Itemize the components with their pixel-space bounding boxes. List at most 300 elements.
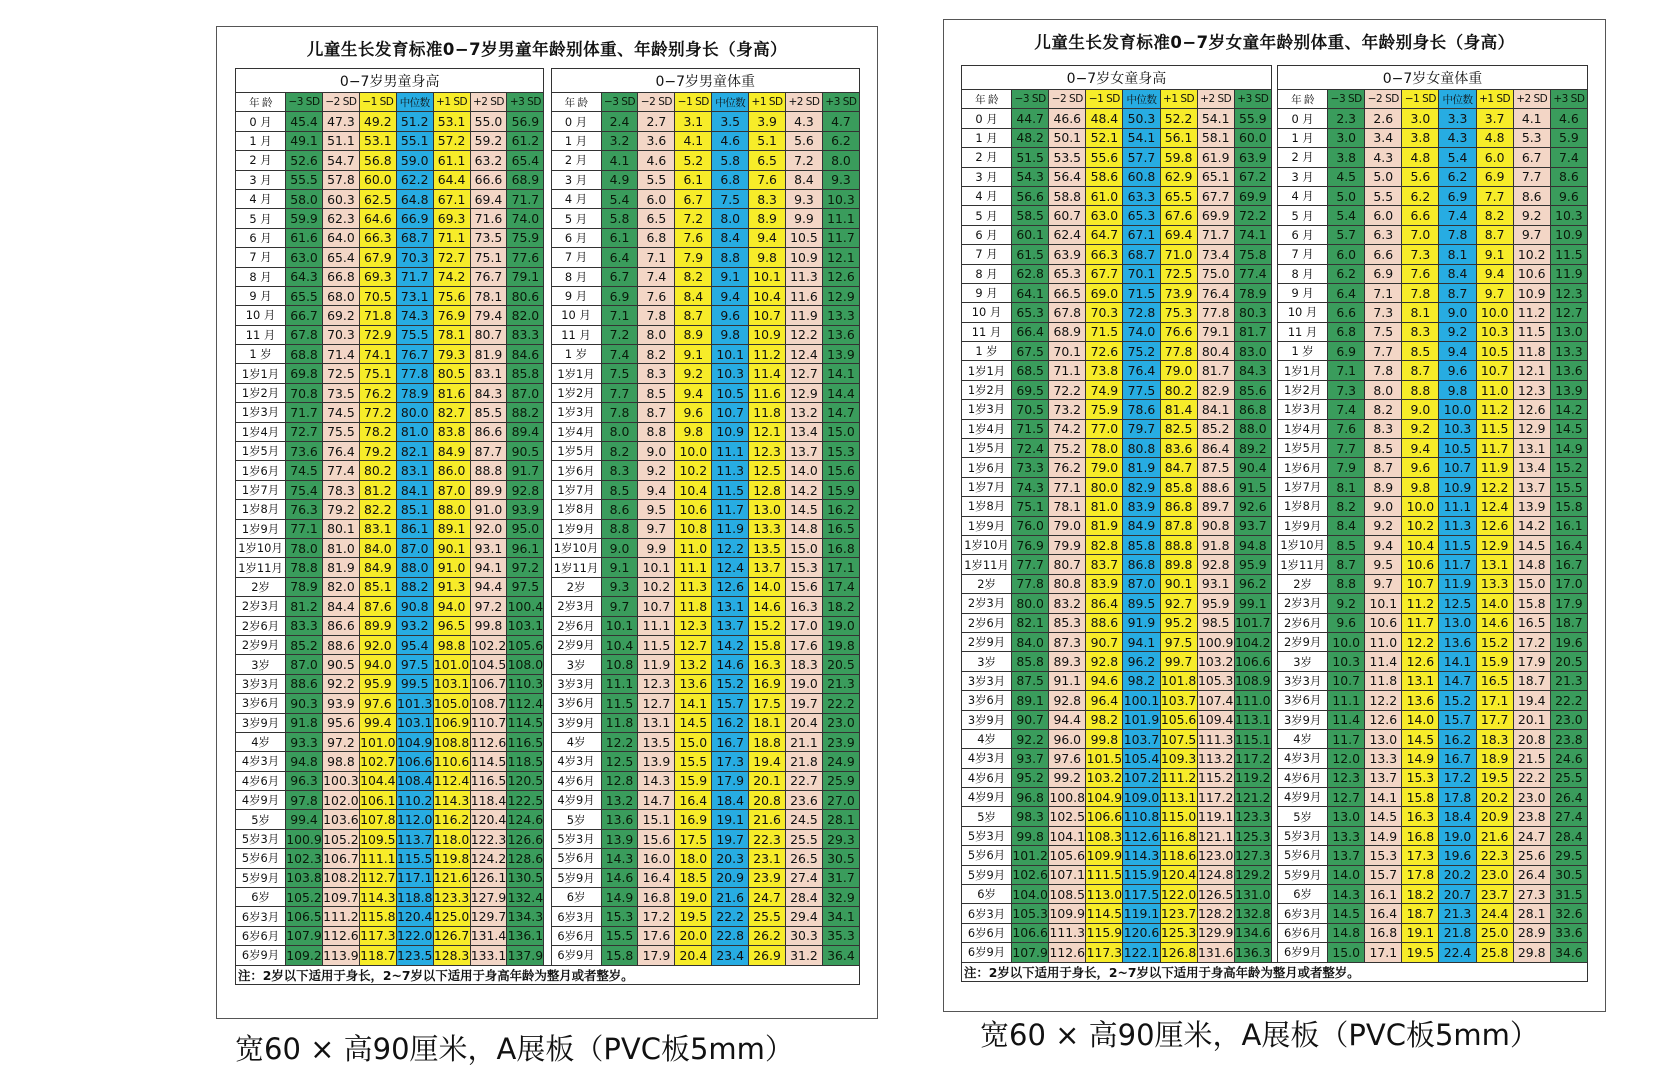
weight-value-cell: 14.4: [822, 383, 859, 402]
age-cell: 1岁3月: [236, 403, 286, 422]
weight-value-cell: 9.2: [675, 364, 712, 383]
weight-value-cell: 10.5: [1439, 439, 1476, 458]
table-gap: [544, 325, 551, 344]
height-value-cell: 69.3: [433, 209, 470, 228]
weight-value-cell: 18.3: [1476, 729, 1513, 748]
age-cell: 11 月: [236, 325, 286, 344]
height-value-cell: 78.6: [1123, 400, 1160, 419]
table-row: [962, 710, 1588, 729]
weight-value-cell: 14.5: [1402, 729, 1439, 748]
weight-value-cell: 20.1: [1513, 710, 1550, 729]
height-value-cell: 95.4: [396, 635, 433, 654]
weight-value-cell: 7.0: [1402, 225, 1439, 244]
age-cell: 3岁6月: [236, 694, 286, 713]
weight-value-cell: 9.0: [1365, 497, 1402, 516]
age-cell: 3 月: [962, 167, 1012, 186]
height-value-cell: 89.9: [470, 480, 507, 499]
table-gap: [544, 461, 551, 480]
age-cell: 3岁: [962, 652, 1012, 671]
height-value-cell: 75.8: [1234, 245, 1271, 264]
sd-header: 中位数: [712, 93, 749, 112]
weight-value-cell: 23.8: [1513, 807, 1550, 826]
table-row: [962, 923, 1588, 942]
weight-value-cell: 18.7: [1550, 613, 1587, 632]
weight-value-cell: 9.4: [638, 480, 675, 499]
weight-value-cell: 6.0: [1365, 206, 1402, 225]
height-value-cell: 91.8: [1197, 535, 1234, 554]
height-value-cell: 79.9: [1049, 535, 1086, 554]
weight-value-cell: 22.4: [1439, 943, 1476, 962]
age-cell: 2 月: [551, 151, 601, 170]
height-value-cell: 77.0: [1086, 419, 1123, 438]
weight-value-cell: 20.8: [1513, 729, 1550, 748]
weight-value-cell: 11.1: [675, 558, 712, 577]
height-value-cell: 91.5: [1234, 477, 1271, 496]
weight-value-cell: 11.9: [1476, 458, 1513, 477]
weight-value-cell: 12.5: [749, 461, 786, 480]
weight-value-cell: 12.3: [749, 442, 786, 461]
weight-value-cell: 7.7: [1476, 186, 1513, 205]
weight-value-cell: 11.5: [638, 635, 675, 654]
age-cell: 2岁9月: [962, 632, 1012, 651]
weight-value-cell: 14.6: [712, 655, 749, 674]
weight-value-cell: 8.4: [786, 170, 823, 189]
weight-value-cell: 6.0: [1476, 148, 1513, 167]
height-value-cell: 86.6: [322, 616, 359, 635]
weight-value-cell: 14.3: [1328, 885, 1365, 904]
weight-value-cell: 20.3: [712, 849, 749, 868]
height-value-cell: 76.0: [1012, 516, 1049, 535]
age-cell: 4 月: [962, 186, 1012, 205]
weight-value-cell: 15.3: [786, 558, 823, 577]
weight-value-cell: 5.8: [601, 209, 638, 228]
height-value-cell: 80.4: [1197, 342, 1234, 361]
height-value-cell: 91.9: [1123, 613, 1160, 632]
height-value-cell: 75.1: [1012, 497, 1049, 516]
weight-value-cell: 13.2: [675, 655, 712, 674]
weight-value-cell: 14.7: [638, 791, 675, 810]
age-cell: 4岁9月: [962, 788, 1012, 807]
weight-value-cell: 12.7: [1550, 303, 1587, 322]
weight-value-cell: 11.3: [1439, 516, 1476, 535]
table-gap: [544, 538, 551, 557]
table-row: [236, 461, 860, 480]
height-value-cell: 107.2: [1123, 768, 1160, 787]
height-value-cell: 66.4: [1012, 322, 1049, 341]
weight-value-cell: 12.9: [1513, 419, 1550, 438]
weight-value-cell: 11.5: [601, 694, 638, 713]
height-value-cell: 60.3: [322, 189, 359, 208]
height-value-cell: 80.3: [1234, 303, 1271, 322]
height-value-cell: 85.2: [1197, 419, 1234, 438]
age-cell: 4岁3月: [1278, 749, 1328, 768]
height-value-cell: 99.2: [1049, 768, 1086, 787]
height-value-cell: 68.9: [507, 170, 544, 189]
height-value-cell: 63.9: [1234, 148, 1271, 167]
weight-value-cell: 17.6: [786, 635, 823, 654]
height-value-cell: 119.8: [433, 849, 470, 868]
height-value-cell: 84.0: [1012, 632, 1049, 651]
weight-value-cell: 7.2: [786, 151, 823, 170]
weight-value-cell: 12.3: [1513, 380, 1550, 399]
weight-value-cell: 15.0: [1328, 943, 1365, 962]
weight-value-cell: 9.1: [601, 558, 638, 577]
weight-value-cell: 10.2: [1513, 245, 1550, 264]
weight-value-cell: 14.3: [638, 771, 675, 790]
height-value-cell: 64.6: [359, 209, 396, 228]
height-value-cell: 97.6: [1049, 749, 1086, 768]
weight-value-cell: 7.6: [1328, 419, 1365, 438]
age-cell: 3岁3月: [962, 671, 1012, 690]
height-value-cell: 98.2: [1123, 671, 1160, 690]
weight-value-cell: 34.1: [822, 907, 859, 926]
height-value-cell: 84.6: [507, 345, 544, 364]
weight-value-cell: 17.8: [1439, 788, 1476, 807]
weight-value-cell: 17.2: [638, 907, 675, 926]
height-value-cell: 77.8: [1197, 303, 1234, 322]
weight-value-cell: 14.3: [601, 849, 638, 868]
weight-value-cell: 9.7: [1365, 574, 1402, 593]
height-value-cell: 54.3: [1012, 167, 1049, 186]
age-cell: 1 岁: [551, 345, 601, 364]
height-value-cell: 106.5: [286, 907, 323, 926]
height-value-cell: 136.1: [507, 926, 544, 945]
weight-value-cell: 16.2: [822, 500, 859, 519]
weight-value-cell: 28.9: [1513, 923, 1550, 942]
weight-value-cell: 22.3: [1476, 846, 1513, 865]
age-cell: 5 月: [962, 206, 1012, 225]
height-value-cell: 69.0: [1086, 283, 1123, 302]
height-value-cell: 127.3: [1234, 846, 1271, 865]
weight-value-cell: 10.1: [601, 616, 638, 635]
weight-value-cell: 9.1: [675, 345, 712, 364]
weight-value-cell: 12.2: [786, 325, 823, 344]
weight-value-cell: 14.6: [749, 597, 786, 616]
weight-value-cell: 9.0: [638, 442, 675, 461]
table-gap: [544, 791, 551, 810]
height-value-cell: 68.5: [1012, 361, 1049, 380]
age-cell: 1岁5月: [551, 442, 601, 461]
weight-value-cell: 11.5: [712, 480, 749, 499]
weight-value-cell: 11.7: [1476, 439, 1513, 458]
weight-value-cell: 21.3: [1550, 671, 1587, 690]
age-cell: 5岁9月: [1278, 865, 1328, 884]
height-value-cell: 90.8: [396, 597, 433, 616]
height-value-cell: 50.1: [1049, 128, 1086, 147]
weight-value-cell: 15.2: [1550, 458, 1587, 477]
height-value-cell: 99.1: [1234, 594, 1271, 613]
age-cell: 6岁3月: [962, 904, 1012, 923]
weight-value-cell: 8.4: [712, 228, 749, 247]
height-value-cell: 105.2: [322, 829, 359, 848]
table-row: [236, 189, 860, 208]
table-gap: [544, 732, 551, 751]
weight-value-cell: 12.3: [1550, 283, 1587, 302]
height-value-cell: 63.3: [1123, 186, 1160, 205]
weight-value-cell: 9.6: [1550, 186, 1587, 205]
age-cell: 1岁5月: [962, 439, 1012, 458]
table-gap: [544, 674, 551, 693]
height-value-cell: 78.1: [1049, 497, 1086, 516]
weight-value-cell: 13.4: [786, 422, 823, 441]
table-gap: [544, 286, 551, 305]
height-value-cell: 69.4: [470, 189, 507, 208]
height-value-cell: 58.6: [1086, 167, 1123, 186]
height-value-cell: 92.2: [1012, 729, 1049, 748]
height-value-cell: 77.4: [322, 461, 359, 480]
age-cell: 1岁6月: [551, 461, 601, 480]
table-gap: [544, 519, 551, 538]
height-value-cell: 57.2: [433, 131, 470, 150]
weight-value-cell: 4.9: [601, 170, 638, 189]
weight-value-cell: 8.7: [1402, 361, 1439, 380]
age-cell: 2 月: [236, 151, 286, 170]
weight-value-cell: 12.7: [638, 694, 675, 713]
height-value-cell: 76.4: [322, 442, 359, 461]
age-cell: 6岁9月: [236, 946, 286, 965]
height-value-cell: 109.7: [322, 888, 359, 907]
height-value-cell: 97.5: [507, 577, 544, 596]
age-cell: 0 月: [236, 112, 286, 131]
weight-value-cell: 9.7: [638, 519, 675, 538]
height-value-cell: 105.2: [286, 888, 323, 907]
height-value-cell: 84.7: [1160, 458, 1197, 477]
age-cell: 2岁3月: [1278, 594, 1328, 613]
weight-value-cell: 11.5: [1439, 535, 1476, 554]
weight-value-cell: 16.0: [638, 849, 675, 868]
age-cell: 0 月: [1278, 109, 1328, 128]
weight-value-cell: 6.8: [712, 170, 749, 189]
height-value-cell: 128.2: [1197, 904, 1234, 923]
height-value-cell: 87.0: [286, 655, 323, 674]
weight-value-cell: 22.8: [712, 926, 749, 945]
height-value-cell: 118.4: [470, 791, 507, 810]
table-row: [236, 635, 860, 654]
weight-value-cell: 12.1: [822, 248, 859, 267]
height-value-cell: 89.8: [1160, 555, 1197, 574]
table-gap: [544, 403, 551, 422]
weight-value-cell: 19.6: [1439, 846, 1476, 865]
weight-value-cell: 6.6: [1365, 245, 1402, 264]
weight-value-cell: 19.5: [1402, 943, 1439, 962]
weight-value-cell: 8.3: [1402, 322, 1439, 341]
height-value-cell: 121.2: [1234, 788, 1271, 807]
weight-value-cell: 12.7: [675, 635, 712, 654]
weight-value-cell: 9.2: [1439, 322, 1476, 341]
age-cell: 1岁5月: [1278, 439, 1328, 458]
height-value-cell: 86.4: [1197, 439, 1234, 458]
weight-value-cell: 19.8: [822, 635, 859, 654]
height-value-cell: 92.7: [1160, 594, 1197, 613]
weight-value-cell: 12.7: [786, 364, 823, 383]
height-value-cell: 90.8: [1197, 516, 1234, 535]
weight-value-cell: 11.9: [712, 519, 749, 538]
height-value-cell: 85.5: [470, 403, 507, 422]
age-cell: 6岁6月: [551, 926, 601, 945]
weight-value-cell: 16.8: [822, 538, 859, 557]
note-row: [236, 965, 860, 984]
weight-value-cell: 11.0: [1365, 632, 1402, 651]
height-value-cell: 103.2: [1197, 652, 1234, 671]
weight-value-cell: 19.1: [712, 810, 749, 829]
age-cell: 4岁3月: [236, 752, 286, 771]
height-value-cell: 120.4: [396, 907, 433, 926]
height-value-cell: 76.4: [1123, 361, 1160, 380]
height-value-cell: 71.7: [286, 403, 323, 422]
height-value-cell: 92.2: [322, 674, 359, 693]
height-value-cell: 71.1: [433, 228, 470, 247]
weight-value-cell: 12.8: [749, 480, 786, 499]
weight-value-cell: 9.1: [1476, 245, 1513, 264]
girls-board-caption: 宽60 × 高90厘米，A展板（PVC板5mm）: [980, 1018, 1539, 1052]
height-value-cell: 123.0: [1197, 846, 1234, 865]
age-cell: 10 月: [962, 303, 1012, 322]
weight-value-cell: 26.4: [1550, 788, 1587, 807]
height-value-cell: 108.2: [322, 868, 359, 887]
height-value-cell: 75.6: [433, 286, 470, 305]
height-value-cell: 80.8: [1049, 574, 1086, 593]
weight-value-cell: 13.9: [601, 829, 638, 848]
age-cell: 9 月: [551, 286, 601, 305]
weight-value-cell: 6.9: [601, 286, 638, 305]
height-value-cell: 107.9: [286, 926, 323, 945]
weight-value-cell: 19.5: [1476, 768, 1513, 787]
height-value-cell: 124.2: [470, 849, 507, 868]
weight-value-cell: 3.8: [1402, 128, 1439, 147]
height-value-cell: 83.6: [1160, 439, 1197, 458]
age-cell: 4岁6月: [962, 768, 1012, 787]
height-value-cell: 97.5: [396, 655, 433, 674]
weight-value-cell: 15.0: [675, 732, 712, 751]
height-value-cell: 98.5: [1197, 613, 1234, 632]
weight-value-cell: 12.3: [675, 616, 712, 635]
height-value-cell: 81.7: [1197, 361, 1234, 380]
weight-value-cell: 6.7: [1513, 148, 1550, 167]
height-value-cell: 122.0: [396, 926, 433, 945]
table-row: [236, 228, 860, 247]
height-value-cell: 83.2: [1049, 594, 1086, 613]
weight-value-cell: 8.8: [1328, 574, 1365, 593]
weight-value-cell: 7.1: [601, 306, 638, 325]
height-value-cell: 87.3: [1049, 632, 1086, 651]
weight-value-cell: 23.9: [749, 868, 786, 887]
weight-value-cell: 19.4: [749, 752, 786, 771]
height-value-cell: 73.2: [1049, 400, 1086, 419]
height-value-cell: 117.3: [359, 926, 396, 945]
weight-value-cell: 17.1: [822, 558, 859, 577]
height-value-cell: 80.2: [1160, 380, 1197, 399]
height-value-cell: 44.7: [1012, 109, 1049, 128]
table-row: [236, 248, 860, 267]
weight-value-cell: 21.1: [786, 732, 823, 751]
age-cell: 1岁2月: [551, 383, 601, 402]
weight-value-cell: 28.4: [786, 888, 823, 907]
table-gap: [544, 209, 551, 228]
weight-value-cell: 14.9: [601, 888, 638, 907]
height-value-cell: 105.6: [1049, 846, 1086, 865]
weight-value-cell: 14.8: [786, 519, 823, 538]
weight-value-cell: 12.2: [601, 732, 638, 751]
table-row: [236, 209, 860, 228]
height-value-cell: 112.6: [1123, 826, 1160, 845]
weight-value-cell: 14.0: [786, 461, 823, 480]
weight-value-cell: 8.5: [638, 383, 675, 402]
age-cell: 1岁11月: [551, 558, 601, 577]
age-cell: 1岁10月: [551, 538, 601, 557]
weight-value-cell: 19.0: [675, 888, 712, 907]
weight-value-cell: 5.1: [749, 131, 786, 150]
height-value-cell: 49.2: [359, 112, 396, 131]
weight-value-cell: 10.9: [749, 325, 786, 344]
height-value-cell: 116.5: [507, 732, 544, 751]
weight-value-cell: 11.7: [1402, 613, 1439, 632]
weight-value-cell: 10.0: [1402, 497, 1439, 516]
weight-value-cell: 24.6: [1550, 749, 1587, 768]
table-gap: [544, 771, 551, 790]
table-row: [962, 419, 1588, 438]
height-value-cell: 96.5: [433, 616, 470, 635]
height-value-cell: 82.9: [1197, 380, 1234, 399]
weight-value-cell: 12.4: [712, 558, 749, 577]
age-cell: 3岁3月: [551, 674, 601, 693]
height-value-cell: 66.8: [322, 267, 359, 286]
weight-value-cell: 6.2: [822, 131, 859, 150]
height-value-cell: 83.9: [1123, 497, 1160, 516]
weight-value-cell: 23.0: [1550, 710, 1587, 729]
weight-value-cell: 6.2: [1328, 264, 1365, 283]
age-cell: 3岁9月: [1278, 710, 1328, 729]
age-cell: 5岁: [236, 810, 286, 829]
weight-value-cell: 15.3: [822, 442, 859, 461]
weight-value-cell: 3.2: [601, 131, 638, 150]
height-value-cell: 87.0: [1123, 574, 1160, 593]
weight-value-cell: 13.6: [822, 325, 859, 344]
table-gap: [544, 946, 551, 965]
height-value-cell: 86.0: [433, 461, 470, 480]
weight-value-cell: 8.3: [638, 364, 675, 383]
age-cell: 2岁: [236, 577, 286, 596]
weight-value-cell: 15.6: [822, 461, 859, 480]
height-value-cell: 74.0: [1123, 322, 1160, 341]
height-value-cell: 87.5: [1197, 458, 1234, 477]
section-title-row: [236, 69, 860, 93]
age-cell: 1 岁: [1278, 342, 1328, 361]
height-value-cell: 117.5: [1123, 885, 1160, 904]
height-value-cell: 91.3: [433, 577, 470, 596]
weight-value-cell: 6.2: [1402, 186, 1439, 205]
table-gap: [544, 577, 551, 596]
height-value-cell: 78.2: [359, 422, 396, 441]
height-value-cell: 78.0: [286, 538, 323, 557]
table-row: [962, 691, 1588, 710]
weight-value-cell: 7.8: [1402, 283, 1439, 302]
weight-value-cell: 8.4: [675, 286, 712, 305]
weight-value-cell: 26.4: [1513, 865, 1550, 884]
height-value-cell: 82.0: [507, 306, 544, 325]
height-value-cell: 60.0: [1234, 128, 1271, 147]
height-value-cell: 97.2: [470, 597, 507, 616]
height-value-cell: 88.8: [470, 461, 507, 480]
weight-value-cell: 10.0: [1439, 400, 1476, 419]
weight-value-cell: 18.9: [1476, 749, 1513, 768]
height-value-cell: 69.5: [1012, 380, 1049, 399]
height-value-cell: 83.7: [1086, 555, 1123, 574]
height-value-cell: 78.0: [1086, 439, 1123, 458]
weight-value-cell: 3.9: [749, 112, 786, 131]
weight-value-cell: 9.3: [786, 189, 823, 208]
height-value-cell: 98.8: [433, 635, 470, 654]
height-value-cell: 68.9: [1049, 322, 1086, 341]
